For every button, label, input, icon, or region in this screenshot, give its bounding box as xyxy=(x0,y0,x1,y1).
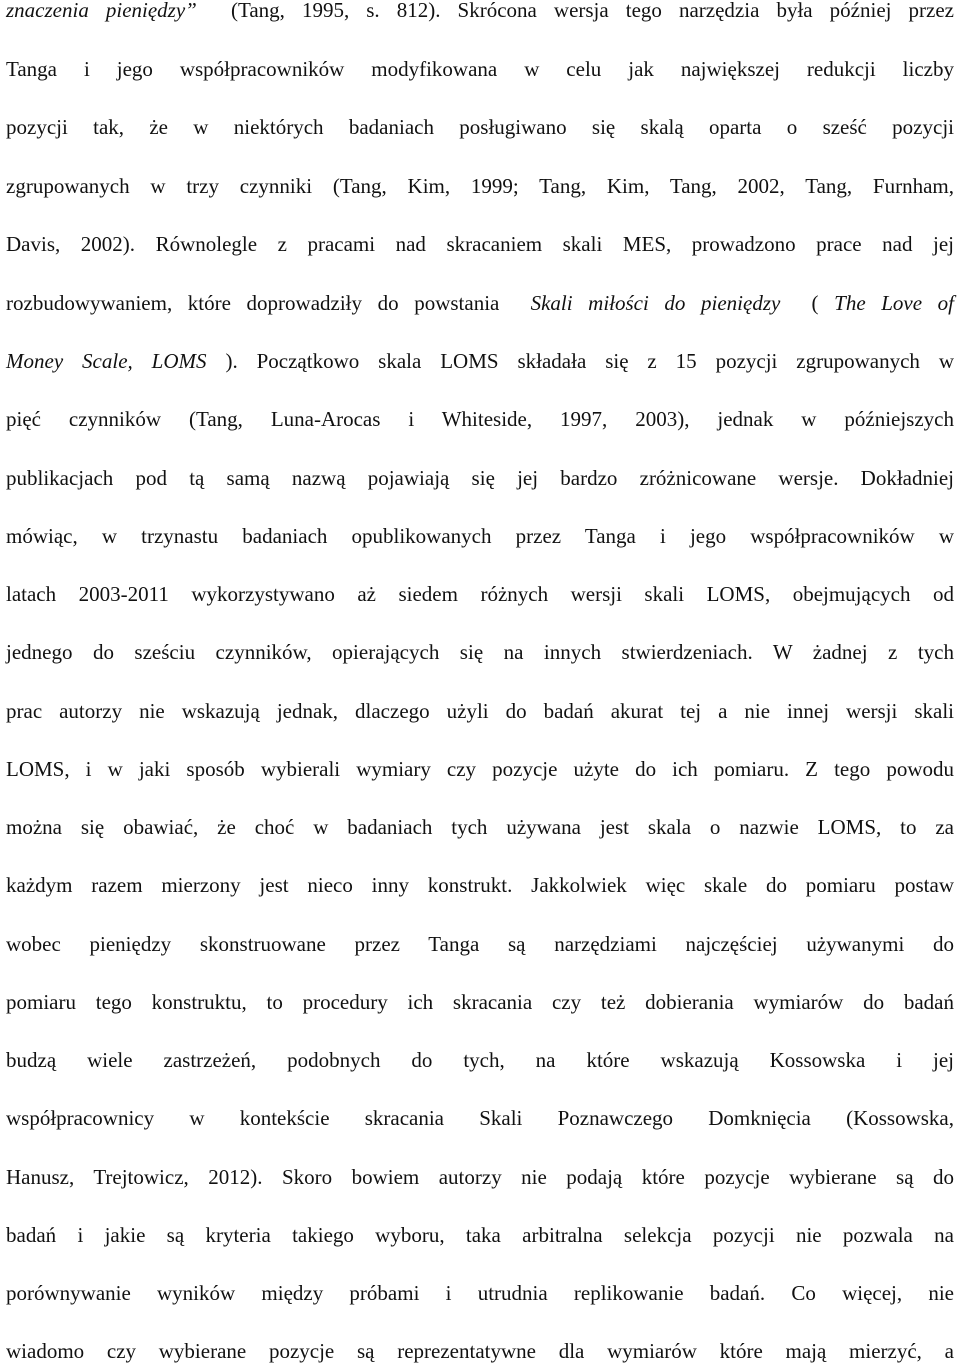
line-text: publikacjach pod tą samą nazwą pojawiają się jej bardzo zróżnicowane wersje. Dokładniej xyxy=(6,466,954,490)
text-line xyxy=(6,407,954,431)
line-text: pozycji tak, że w niektórych badaniach posługiwano się skalą oparta o sześć pozycji xyxy=(6,115,954,139)
text-line xyxy=(6,1339,954,1363)
text-line xyxy=(6,873,954,897)
line-text: można się obawiać, że choć w badaniach tych używana jest skala o nazwie LOMS, to za xyxy=(6,815,954,839)
italic-span: Money Scale, LOMS xyxy=(6,349,207,373)
line-text: ( xyxy=(795,291,819,315)
line-text: LOMS, i w jaki sposób wybierali wymiary czy pozycje użyte do ich pomiaru. Z tego powodu xyxy=(6,757,954,781)
line-text: badań i jakie są kryteria takiego wyboru, taka arbitralna selekcja pozycji nie pozwala na xyxy=(6,1223,954,1247)
line-text: pomiaru tego konstruktu, to procedury ich skracania czy też dobierania wymiarów do badań xyxy=(6,990,954,1014)
line-text: wobec pieniędzy skonstruowane przez Tanga są narzędziami najczęściej używanymi do xyxy=(6,932,954,956)
text-line xyxy=(6,524,954,548)
line-text: porównywanie wyników między próbami i utrudnia replikowanie badań. Co więcej, nie xyxy=(6,1281,954,1305)
text-line xyxy=(6,232,954,256)
line-text: rozbudowywaniem, które doprowadziły do powstania xyxy=(6,291,515,315)
text-line xyxy=(6,757,954,781)
line-text: (Tang, 1995, s. 812). Skrócona wersja tego narzędzia była później przez xyxy=(213,0,954,22)
line-text: latach 2003-2011 wykorzystywano aż siedem różnych wersji skali LOMS, obejmujących od xyxy=(6,582,954,606)
line-text: prac autorzy nie wskazują jednak, dlaczego użyli do badań akurat tej a nie innej wersji skali xyxy=(6,699,954,723)
text-line xyxy=(6,1048,954,1072)
text-line xyxy=(6,291,954,315)
line-text: Hanusz, Trejtowicz, 2012). Skoro bowiem autorzy nie podają które pozycje wybierane są do xyxy=(6,1165,954,1189)
line-text: mówiąc, w trzynastu badaniach opublikowanych przez Tanga i jego współpracowników w xyxy=(6,524,954,548)
text-line xyxy=(6,349,954,373)
line-text: Tanga i jego współpracowników modyfikowana w celu jak największej redukcji liczby xyxy=(6,57,954,81)
text-line xyxy=(6,466,954,490)
line-text: ). Początkowo skala LOMS składała się z 15 pozycji zgrupowanych w xyxy=(225,349,955,373)
text-line xyxy=(6,1223,954,1247)
line-text: współpracownicy w kontekście skracania Skali Poznawczego Domknięcia (Kossowska, xyxy=(6,1106,954,1130)
text-line xyxy=(6,582,954,606)
text-line xyxy=(6,57,954,81)
italic-span: Skali miłości do pieniędzy xyxy=(530,291,781,315)
text-line xyxy=(6,174,954,198)
line-text: pięć czynników (Tang, Luna-Arocas i Whiteside, 1997, 2003), jednak w późniejszych xyxy=(6,407,954,431)
text-line xyxy=(6,640,954,664)
text-line xyxy=(6,932,954,956)
line-text: każdym razem mierzony jest nieco inny konstrukt. Jakkolwiek więc skale do pomiaru postaw xyxy=(6,873,954,897)
line-text: wiadomo czy wybierane pozycje są reprezentatywne dla wymiarów które mają mierzyć, a xyxy=(6,1339,954,1363)
text-line xyxy=(6,1281,954,1305)
line-text: budzą wiele zastrzeżeń, podobnych do tych, na które wskazują Kossowska i jej xyxy=(6,1048,954,1072)
text-line xyxy=(6,1165,954,1189)
italic-span: The Love of xyxy=(834,291,955,315)
text-line xyxy=(6,0,954,22)
text-line xyxy=(6,815,954,839)
line-text: jednego do sześciu czynników, opierających się na innych stwierdzeniach. W żadnej z tych xyxy=(6,640,954,664)
text-line xyxy=(6,990,954,1014)
text-line xyxy=(6,1106,954,1130)
line-text: Davis, 2002). Równolegle z pracami nad skracaniem skali MES, prowadzono prace nad jej xyxy=(6,232,954,256)
text-line xyxy=(6,115,954,139)
text-line xyxy=(6,699,954,723)
italic-span: znaczenia pieniędzy” xyxy=(6,0,197,22)
line-text: zgrupowanych w trzy czynniki (Tang, Kim, 1999; Tang, Kim, Tang, 2002, Tang, Furnham, xyxy=(6,174,954,198)
